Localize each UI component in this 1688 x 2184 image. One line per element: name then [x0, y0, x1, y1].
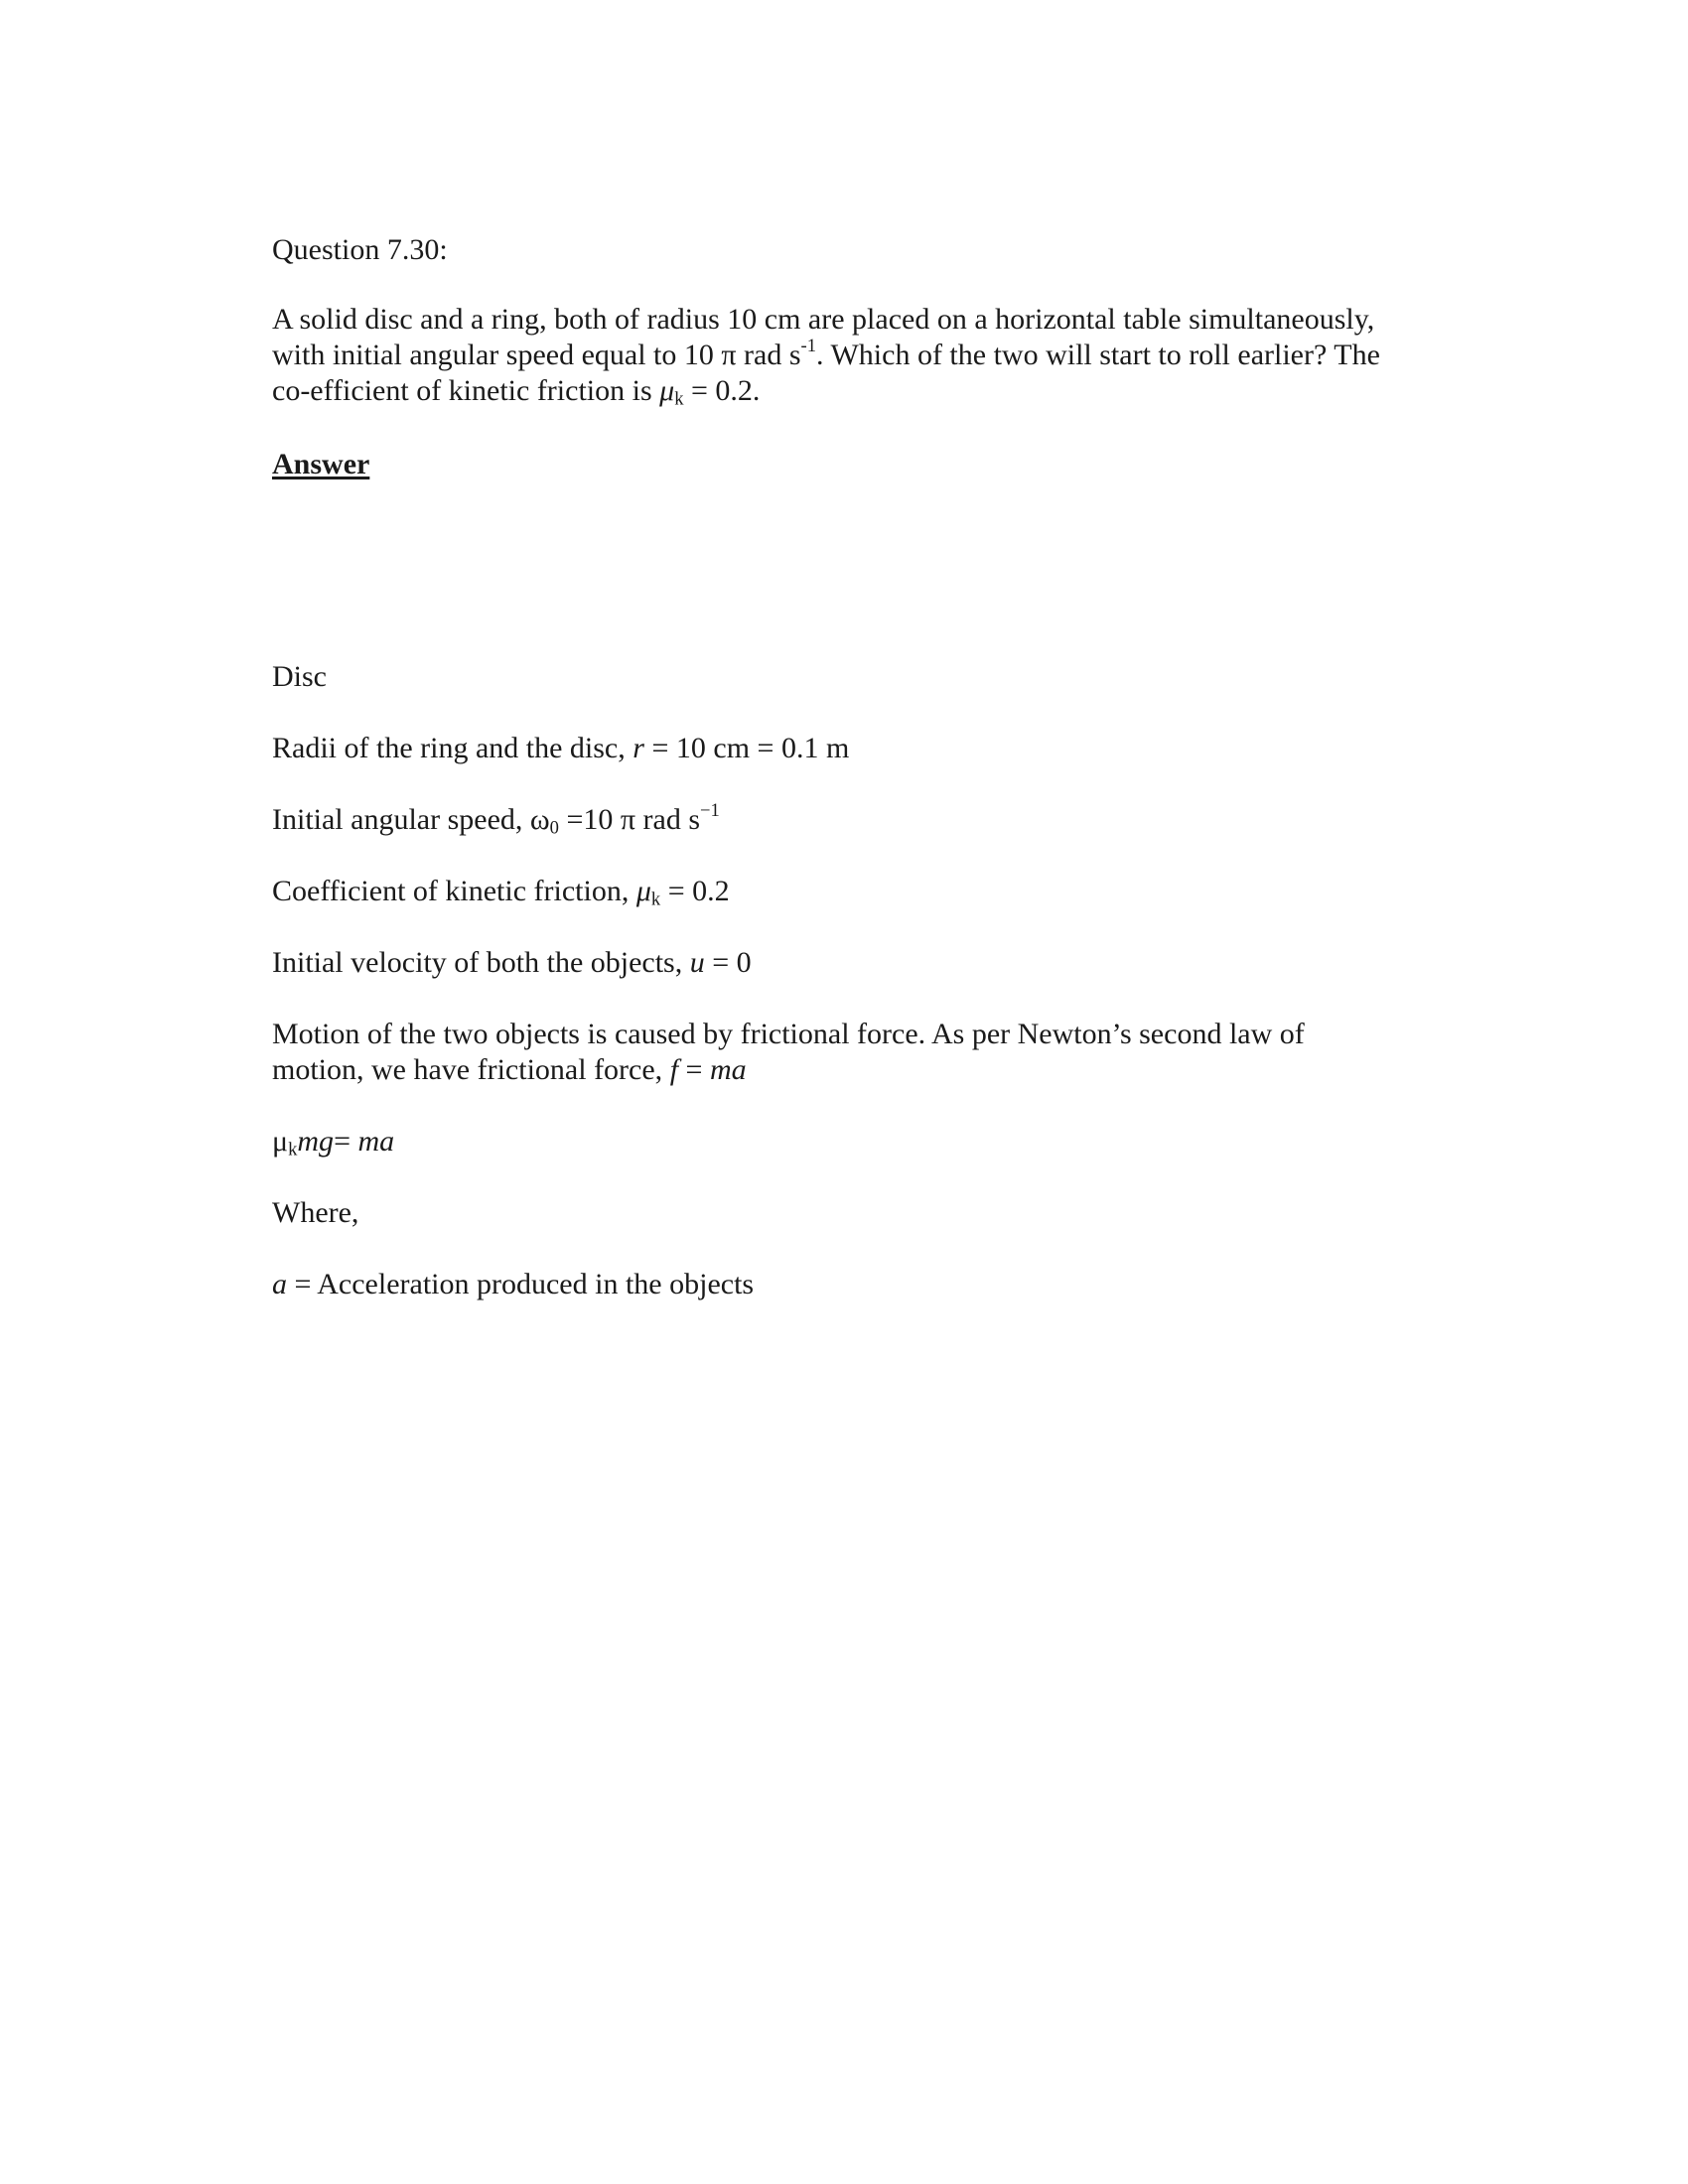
question-text: A solid disc and a ring, both of radius 10 cm are placed on a horizontal table simultaneously, with initial angular speed equal to 10 π rad $s^{-1}$. Which of the two will start to roll earlier? The co-efficient of kinetic friction is $\mu_k = 0.2$. — [272, 303, 1380, 410]
friction-coefficient-line: Coefficient of kinetic friction, $\mu_k = 0.2$ — [272, 875, 730, 910]
where-label: Where, — [272, 1196, 359, 1229]
friction-equation: $\mu_kmg=$ ma — [272, 1125, 395, 1160]
disc-label: Disc — [272, 660, 327, 693]
radii-line: Radii of the ring and the disc, r = 10 cm = 0.1 m — [272, 732, 850, 764]
answer-heading: Answer — [272, 448, 370, 480]
acceleration-definition: a = Acceleration produced in the objects — [272, 1268, 755, 1300]
initial-velocity-line: Initial velocity of both the objects, u = 0 — [272, 946, 752, 979]
question-title: Question 7.30: — [272, 233, 448, 266]
motion-paragraph: Motion of the two objects is caused by frictional force. As per Newton’s second law of motion, we have frictional force, f = ma — [272, 1018, 1305, 1086]
angular-speed-line: Initial angular speed, $\omega_0 =10$ π rad $s^{-1}$ — [272, 799, 720, 839]
